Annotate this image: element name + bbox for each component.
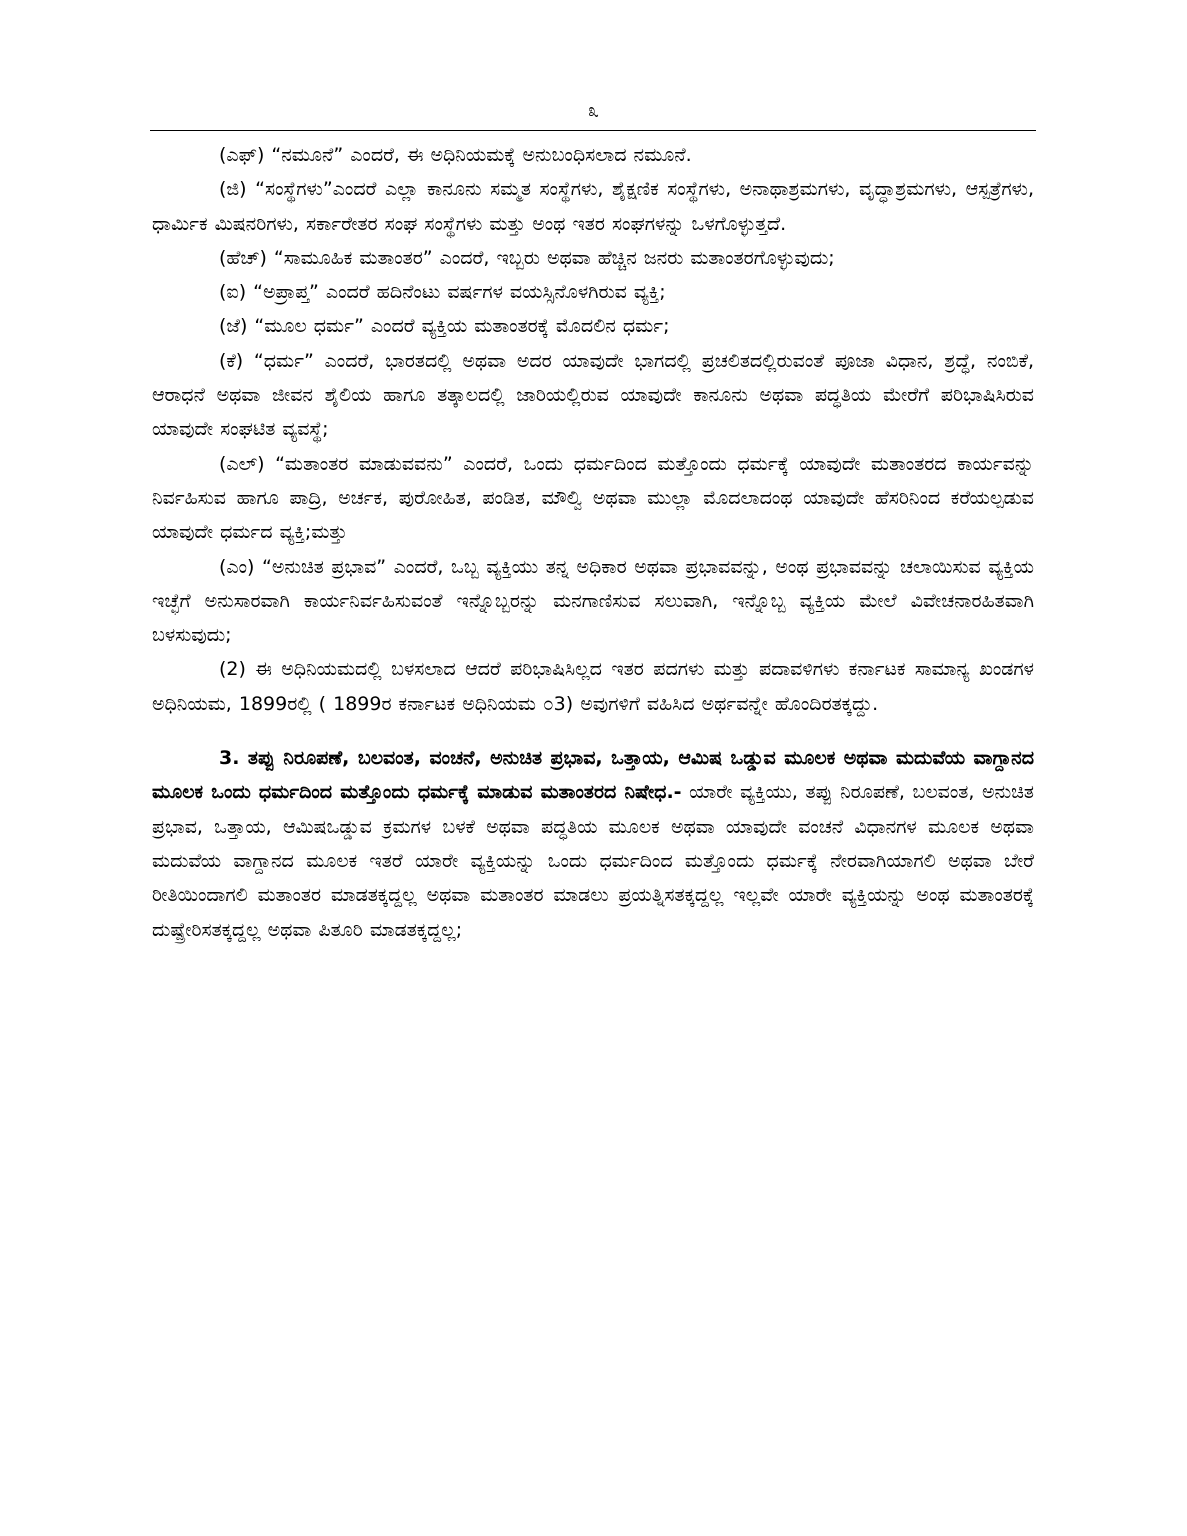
header-rule [150, 130, 1036, 131]
clause-k-religion: (ಕೆ) “ಧರ್ಮ” ಎಂದರೆ, ಭಾರತದಲ್ಲಿ ಅಥವಾ ಅದರ ಯಾವುದೇ ಭಾಗದಲ್ಲಿ ಪ್ರಚಲಿತದಲ್ಲಿರುವಂತೆ ಪೂಜಾ ವಿಧಾನ, ಶ್ರದ್ಧೆ, ನಂಬಿಕೆ, ಆರಾಧನೆ ಅಥವಾ ಜೀವನ ಶೈಲಿಯ ಹಾಗೂ ತತ್ಕಾಲದಲ್ಲಿ ಜಾರಿಯಲ್ಲಿರುವ ಯಾವುದೇ ಕಾನೂನು ಅಥವಾ ಪದ್ಧತಿಯ ಮೇರೆಗೆ ಪರಿಭಾಷಿಸಿರುವ ಯಾವುದೇ ಸಂಘಟಿತ ವ್ಯವಸ್ಥೆ; [152, 349, 1034, 441]
clause-m-undue-influence: (ಎಂ) “ಅನುಚಿತ ಪ್ರಭಾವ” ಎಂದರೆ, ಒಬ್ಬ ವ್ಯಕ್ತಿಯು ತನ್ನ ಅಧಿಕಾರ ಅಥವಾ ಪ್ರಭಾವವನ್ನು, ಅಂಥ ಪ್ರಭಾವವನ್ನು ಚಲಾಯಿಸುವ ವ್ಯಕ್ತಿಯ ಇಚ್ಛೆಗೆ ಅನುಸಾರವಾಗಿ ಕಾರ್ಯನಿರ್ವಹಿಸುವಂತೆ ಇನ್ನೊಬ್ಬರನ್ನು ಮನಗಾಣಿಸುವ ಸಲುವಾಗಿ, ಇನ್ನೊಬ್ಬ ವ್ಯಕ್ತಿಯ ಮೇಲೆ ವಿವೇಚನಾರಹಿತವಾಗಿ ಬಳಸುವುದು; [152, 555, 1034, 647]
clause-h-mass-conversion: (ಹೆಚ್) “ಸಾಮೂಹಿಕ ಮತಾಂತರ” ಎಂದರೆ, ಇಬ್ಬರು ಅಥವಾ ಹೆಚ್ಚಿನ ಜನರು ಮತಾಂತರಗೊಳ್ಳುವುದು; [219, 246, 835, 269]
clause-i-minor: (ಐ) “ಅಪ್ರಾಪ್ತ” ಎಂದರೆ ಹದಿನೆಂಟು ವರ್ಷಗಳ ವಯಸ್ಸಿನೊಳಗಿರುವ ವ್ಯಕ್ತಿ; [219, 281, 666, 304]
section-3 [152, 741, 1034, 947]
subsection-2-definitions: (2) ಈ ಅಧಿನಿಯಮದಲ್ಲಿ ಬಳಸಲಾದ ಆದರೆ ಪರಿಭಾಷಿಸಿಲ್ಲದ ಇತರ ಪದಗಳು ಮತ್ತು ಪದಾವಳಿಗಳು ಕರ್ನಾಟಕ ಸಾಮಾನ್ಯ ಖಂಡಗಳ ಅಧಿನಿಯಮ, 1899ರಲ್ಲಿ ( 1899ರ ಕರ್ನಾಟಕ ಅಧಿನಿಯಮ ೦3) ಅವುಗಳಿಗೆ ವಹಿಸಿದ ಅರ್ಥವನ್ನೇ ಹೊಂದಿರತಕ್ಕದ್ದು. [152, 658, 1034, 715]
document-body [152, 138, 1034, 947]
section-3-heading: 3. ತಪ್ಪು ನಿರೂಪಣೆ, ಬಲವಂತ, ವಂಚನೆ, ಅನುಚಿತ ಪ್ರಭಾವ, ಒತ್ತಾಯ, ಆಮಿಷ ಒಡ್ಡುವ ಮೂಲಕ ಅಥವಾ ಮದುವೆಯ ವಾಗ್ದಾನದ ಮೂಲಕ ಒಂದು ಧರ್ಮದಿಂದ ಮತ್ತೊಂದು ಧರ್ಮಕ್ಕೆ ಮಾಡುವ ಮತಾಂತರದ ನಿಷೇಧ.- [152, 747, 1034, 804]
page-number: ೩ [587, 98, 600, 122]
clause-f-form: (ಎಫ್) “ನಮೂನೆ” ಎಂದರೆ, ಈ ಅಧಿನಿಯಮಕ್ಕೆ ಅನುಬಂಧಿಸಲಾದ ನಮೂನೆ. [219, 144, 692, 166]
section-3-body: ಯಾರೇ ವ್ಯಕ್ತಿಯು, ತಪ್ಪು ನಿರೂಪಣೆ, ಬಲವಂತ, ಅನುಚಿತ ಪ್ರಭಾವ, ಒತ್ತಾಯ, ಆಮಿಷಒಡ್ಡುವ ಕ್ರಮಗಳ ಬಳಕೆ ಅಥವಾ ಪದ್ಧತಿಯ ಮೂಲಕ ಅಥವಾ ಯಾವುದೇ ವಂಚನೆ ವಿಧಾನಗಳ ಮೂಲಕ ಅಥವಾ ಮದುವೆಯ ವಾಗ್ದಾನದ ಮೂಲಕ ಇತರೆ ಯಾರೇ ವ್ಯಕ್ತಿಯನ್ನು ಒಂದು ಧರ್ಮದಿಂದ ಮತ್ತೊಂದು ಧರ್ಮಕ್ಕೆ ನೇರವಾಗಿಯಾಗಲಿ ಅಥವಾ ಬೇರೆ ರೀತಿಯಿಂದಾಗಲಿ ಮತಾಂತರ ಮಾಡತಕ್ಕದ್ದಲ್ಲ ಅಥವಾ ಮತಾಂತರ ಮಾಡಲು ಪ್ರಯತ್ನಿಸತಕ್ಕದ್ದಲ್ಲ ಇಲ್ಲವೇ ಯಾರೇ ವ್ಯಕ್ತಿಯನ್ನು ಅಂಥ ಮತಾಂತರಕ್ಕೆ ದುಷ್ಪ್ರೇರಿಸತಕ್ಕದ್ದಲ್ಲ ಅಥವಾ ಪಿತೂರಿ ಮಾಡತಕ್ಕದ್ದಲ್ಲ; [152, 781, 1034, 941]
clause-l-converter: (ಎಲ್) “ಮತಾಂತರ ಮಾಡುವವನು” ಎಂದರೆ, ಒಂದು ಧರ್ಮದಿಂದ ಮತ್ತೊಂದು ಧರ್ಮಕ್ಕೆ ಯಾವುದೇ ಮತಾಂತರದ ಕಾರ್ಯವನ್ನು ನಿರ್ವಹಿಸುವ ಹಾಗೂ ಪಾದ್ರಿ, ಅರ್ಚಕ, ಪುರೋಹಿತ, ಪಂಡಿತ, ಮೌಲ್ವಿ ಅಥವಾ ಮುಲ್ಲಾ ಮೊದಲಾದಂಥ ಯಾವುದೇ ಹೆಸರಿನಿಂದ ಕರೆಯಲ್ಪಡುವ ಯಾವುದೇ ಧರ್ಮದ ವ್ಯಕ್ತಿ;ಮತ್ತು [152, 452, 1034, 544]
clause-j-original-religion: (ಜೆ) “ಮೂಲ ಧರ್ಮ” ಎಂದರೆ ವ್ಯಕ್ತಿಯ ಮತಾಂತರಕ್ಕೆ ಮೊದಲಿನ ಧರ್ಮ; [219, 315, 670, 338]
clause-g-institutions: (ಜಿ) “ಸಂಸ್ಥೆಗಳು”ಎಂದರೆ ಎಲ್ಲಾ ಕಾನೂನು ಸಮ್ಮತ ಸಂಸ್ಥೆಗಳು, ಶೈಕ್ಷಣಿಕ ಸಂಸ್ಥೆಗಳು, ಅನಾಥಾಶ್ರಮಗಳು, ವೃದ್ಧಾಶ್ರಮಗಳು, ಆಸ್ಪತ್ರೆಗಳು, ಧಾರ್ಮಿಕ ಮಿಷನರಿಗಳು, ಸರ್ಕಾರೇತರ ಸಂಘ ಸಂಸ್ಥೆಗಳು ಮತ್ತು ಅಂಥ ಇತರ ಸಂಘಗಳನ್ನು ಒಳಗೊಳ್ಳುತ್ತದೆ. [152, 178, 1034, 235]
